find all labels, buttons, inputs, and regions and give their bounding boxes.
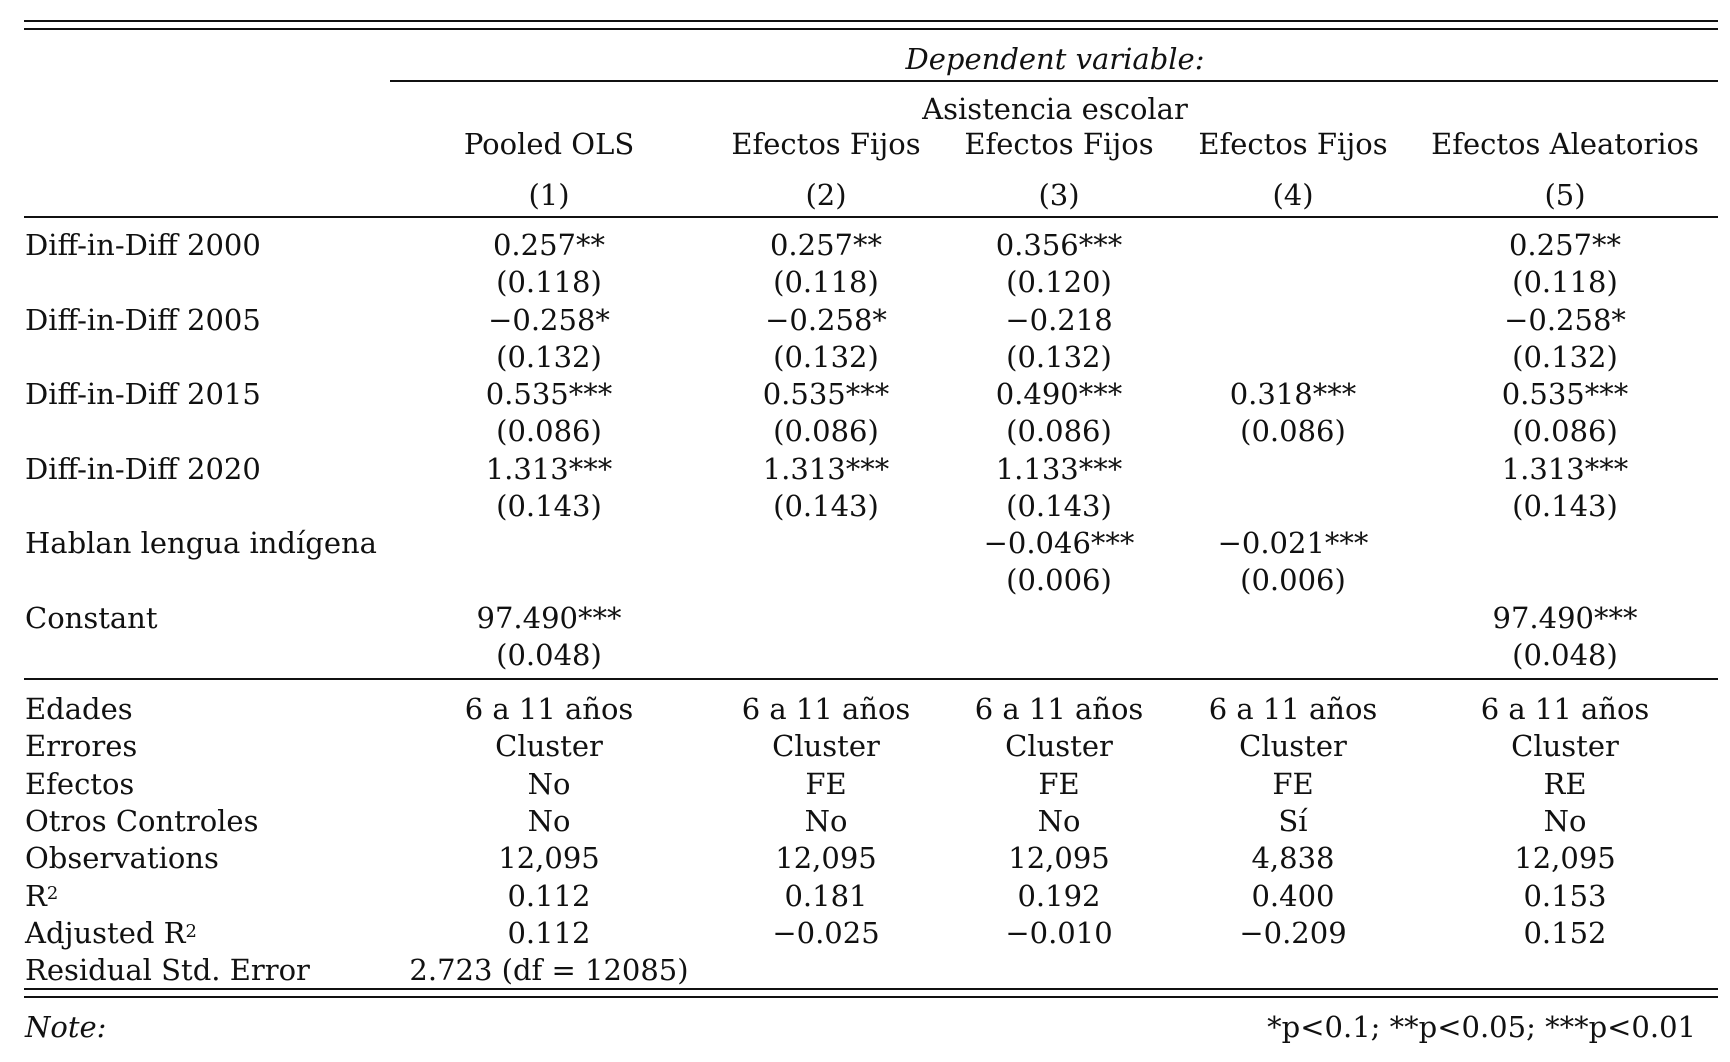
- model-number: (3): [1038, 178, 1080, 212]
- stat-value: 6 a 11 años: [741, 692, 911, 726]
- stat-value: −0.209: [1239, 915, 1347, 950]
- coef-std-error: (0.120): [1006, 265, 1112, 299]
- coef-std-error: (0.143): [1006, 488, 1112, 523]
- model-number: (5): [1544, 178, 1586, 212]
- note-label: Note:: [25, 1010, 107, 1044]
- stat-label-text: Efectos: [25, 766, 135, 801]
- stat-value: Cluster: [495, 729, 603, 764]
- bottom-rule: [24, 996, 1718, 998]
- stat-value: 0.400: [1251, 878, 1335, 913]
- stat-value: Sí: [1278, 803, 1308, 838]
- coef-std-error: (0.086): [1240, 414, 1346, 448]
- stat-value: 2.723 (df = 12085): [409, 953, 689, 988]
- coef-estimate: 97.490***: [476, 600, 622, 635]
- stat-value: 12,095: [775, 841, 877, 876]
- coef-label: Diff-in-Diff 2005: [25, 302, 261, 337]
- stat-value: FE: [1272, 766, 1314, 801]
- stat-value: Cluster: [772, 729, 880, 764]
- stat-value: Cluster: [1239, 729, 1347, 764]
- stat-label-text: Otros Controles: [25, 803, 259, 838]
- stat-value: No: [527, 803, 571, 838]
- stat-value: 0.181: [784, 878, 868, 913]
- stat-label: [25, 879, 58, 913]
- stat-value: 12,095: [1514, 841, 1616, 876]
- coef-std-error: (0.143): [1512, 488, 1618, 523]
- coef-estimate: 0.356***: [995, 228, 1123, 262]
- stat-label: [25, 804, 258, 838]
- stat-value: 6 a 11 años: [974, 692, 1144, 726]
- coef-estimate: 1.313***: [762, 451, 890, 486]
- coef-std-error: (0.086): [1006, 414, 1112, 448]
- stat-label-text: Edades: [25, 692, 133, 726]
- stat-value: 0.153: [1523, 878, 1607, 913]
- stat-value: −0.025: [772, 915, 880, 950]
- coef-estimate: −0.258*: [1504, 302, 1626, 337]
- stat-label: [25, 953, 310, 987]
- stat-value: −0.010: [1005, 915, 1113, 950]
- stat-value: 6 a 11 años: [1208, 692, 1378, 726]
- coef-estimate: 0.535***: [485, 377, 613, 411]
- stats-bottom-rule: [24, 988, 1718, 990]
- stat-value: 0.112: [507, 915, 591, 950]
- coef-estimate: −0.218: [1005, 302, 1113, 337]
- stat-value: Cluster: [1511, 729, 1619, 764]
- stat-label: [25, 729, 137, 763]
- coef-std-error: (0.132): [1006, 339, 1112, 374]
- stat-label: [25, 692, 133, 726]
- model-name: Efectos Fijos: [1198, 127, 1388, 161]
- coef-estimate: 97.490***: [1492, 600, 1638, 635]
- stat-value: FE: [805, 766, 847, 801]
- stat-label-text: Errores: [25, 729, 138, 764]
- coef-estimate: −0.258*: [765, 302, 887, 337]
- stat-label-superscript: 2: [46, 883, 59, 905]
- stat-label-text: Residual Std. Error: [25, 953, 310, 988]
- coef-std-error: (0.118): [1512, 265, 1618, 299]
- stat-value: No: [1543, 803, 1587, 838]
- coef-label: Hablan lengua indígena: [25, 526, 377, 560]
- stat-value: No: [1037, 803, 1081, 838]
- coef-std-error: (0.086): [1512, 414, 1618, 448]
- stat-value: 0.112: [507, 878, 591, 913]
- coef-estimate: 0.490***: [995, 377, 1123, 411]
- coef-estimate: −0.258*: [488, 302, 610, 337]
- coef-estimate: 0.318***: [1229, 377, 1357, 411]
- coef-bottom-rule: [24, 678, 1718, 680]
- coef-label: Diff-in-Diff 2000: [25, 228, 261, 262]
- stat-value: No: [804, 803, 848, 838]
- header-bottom-rule: [24, 216, 1718, 218]
- coef-std-error: (0.143): [496, 488, 602, 523]
- coef-std-error: (0.143): [773, 488, 879, 523]
- dependent-variable-name: Asistencia escolar: [922, 92, 1188, 126]
- stat-value: RE: [1543, 766, 1587, 801]
- coef-label: Diff-in-Diff 2015: [25, 377, 261, 411]
- coef-estimate: −0.046***: [983, 526, 1135, 560]
- stat-label-superscript: 2: [185, 920, 197, 942]
- coef-estimate: 0.535***: [1501, 377, 1629, 411]
- coef-std-error: (0.086): [773, 414, 879, 448]
- coef-std-error: (0.132): [1512, 339, 1618, 374]
- model-number: (4): [1272, 178, 1314, 212]
- coef-std-error: (0.118): [496, 265, 602, 299]
- model-name: Efectos Aleatorios: [1431, 127, 1699, 161]
- coef-estimate: 1.313***: [1501, 451, 1629, 486]
- header-rule: [390, 80, 1718, 82]
- stat-value: 12,095: [1008, 841, 1110, 876]
- coef-estimate: 1.313***: [485, 451, 613, 486]
- stat-label-text: Adjusted R: [25, 915, 186, 950]
- stat-value: 4,838: [1251, 841, 1335, 876]
- stat-value: 12,095: [498, 841, 600, 876]
- coef-std-error: (0.132): [496, 339, 602, 374]
- stat-label: [25, 916, 197, 950]
- stat-label: [25, 767, 134, 801]
- coef-std-error: (0.006): [1240, 563, 1346, 597]
- coef-std-error: (0.086): [496, 414, 602, 448]
- stat-value: 0.192: [1017, 878, 1101, 913]
- stat-value: 0.152: [1523, 915, 1607, 950]
- coef-estimate: 0.257**: [1508, 228, 1622, 262]
- coef-std-error: (0.118): [773, 265, 879, 299]
- top-rule-second: [24, 28, 1718, 30]
- stat-label-text: R: [25, 878, 47, 913]
- model-number: (2): [805, 178, 847, 212]
- model-name: Efectos Fijos: [964, 127, 1154, 161]
- coef-estimate: 0.257**: [769, 228, 883, 262]
- model-name: Pooled OLS: [463, 127, 635, 161]
- stat-value: FE: [1038, 766, 1080, 801]
- stat-label: [25, 841, 219, 875]
- coef-estimate: 0.257**: [492, 228, 606, 262]
- stat-value: 6 a 11 años: [1480, 692, 1650, 726]
- coef-std-error: (0.006): [1006, 563, 1112, 597]
- coef-std-error: (0.048): [496, 637, 602, 672]
- coef-label: Diff-in-Diff 2020: [25, 451, 261, 486]
- coef-label: Constant: [25, 600, 158, 635]
- coef-estimate: 0.535***: [762, 377, 890, 411]
- stat-value: No: [527, 766, 571, 801]
- stat-value: Cluster: [1005, 729, 1113, 764]
- note-text: *p<0.1; **p<0.05; ***p<0.01: [1267, 1010, 1696, 1044]
- stat-value: 6 a 11 años: [464, 692, 634, 726]
- top-rule: [24, 20, 1718, 22]
- coef-estimate: 1.133***: [995, 451, 1123, 486]
- coef-std-error: (0.132): [773, 339, 879, 374]
- model-name: Efectos Fijos: [731, 127, 921, 161]
- stat-label-text: Observations: [25, 841, 219, 876]
- model-number: (1): [528, 178, 570, 212]
- coef-std-error: (0.048): [1512, 637, 1618, 672]
- coef-estimate: −0.021***: [1217, 526, 1369, 560]
- dependent-variable-label: Dependent variable:: [905, 42, 1205, 76]
